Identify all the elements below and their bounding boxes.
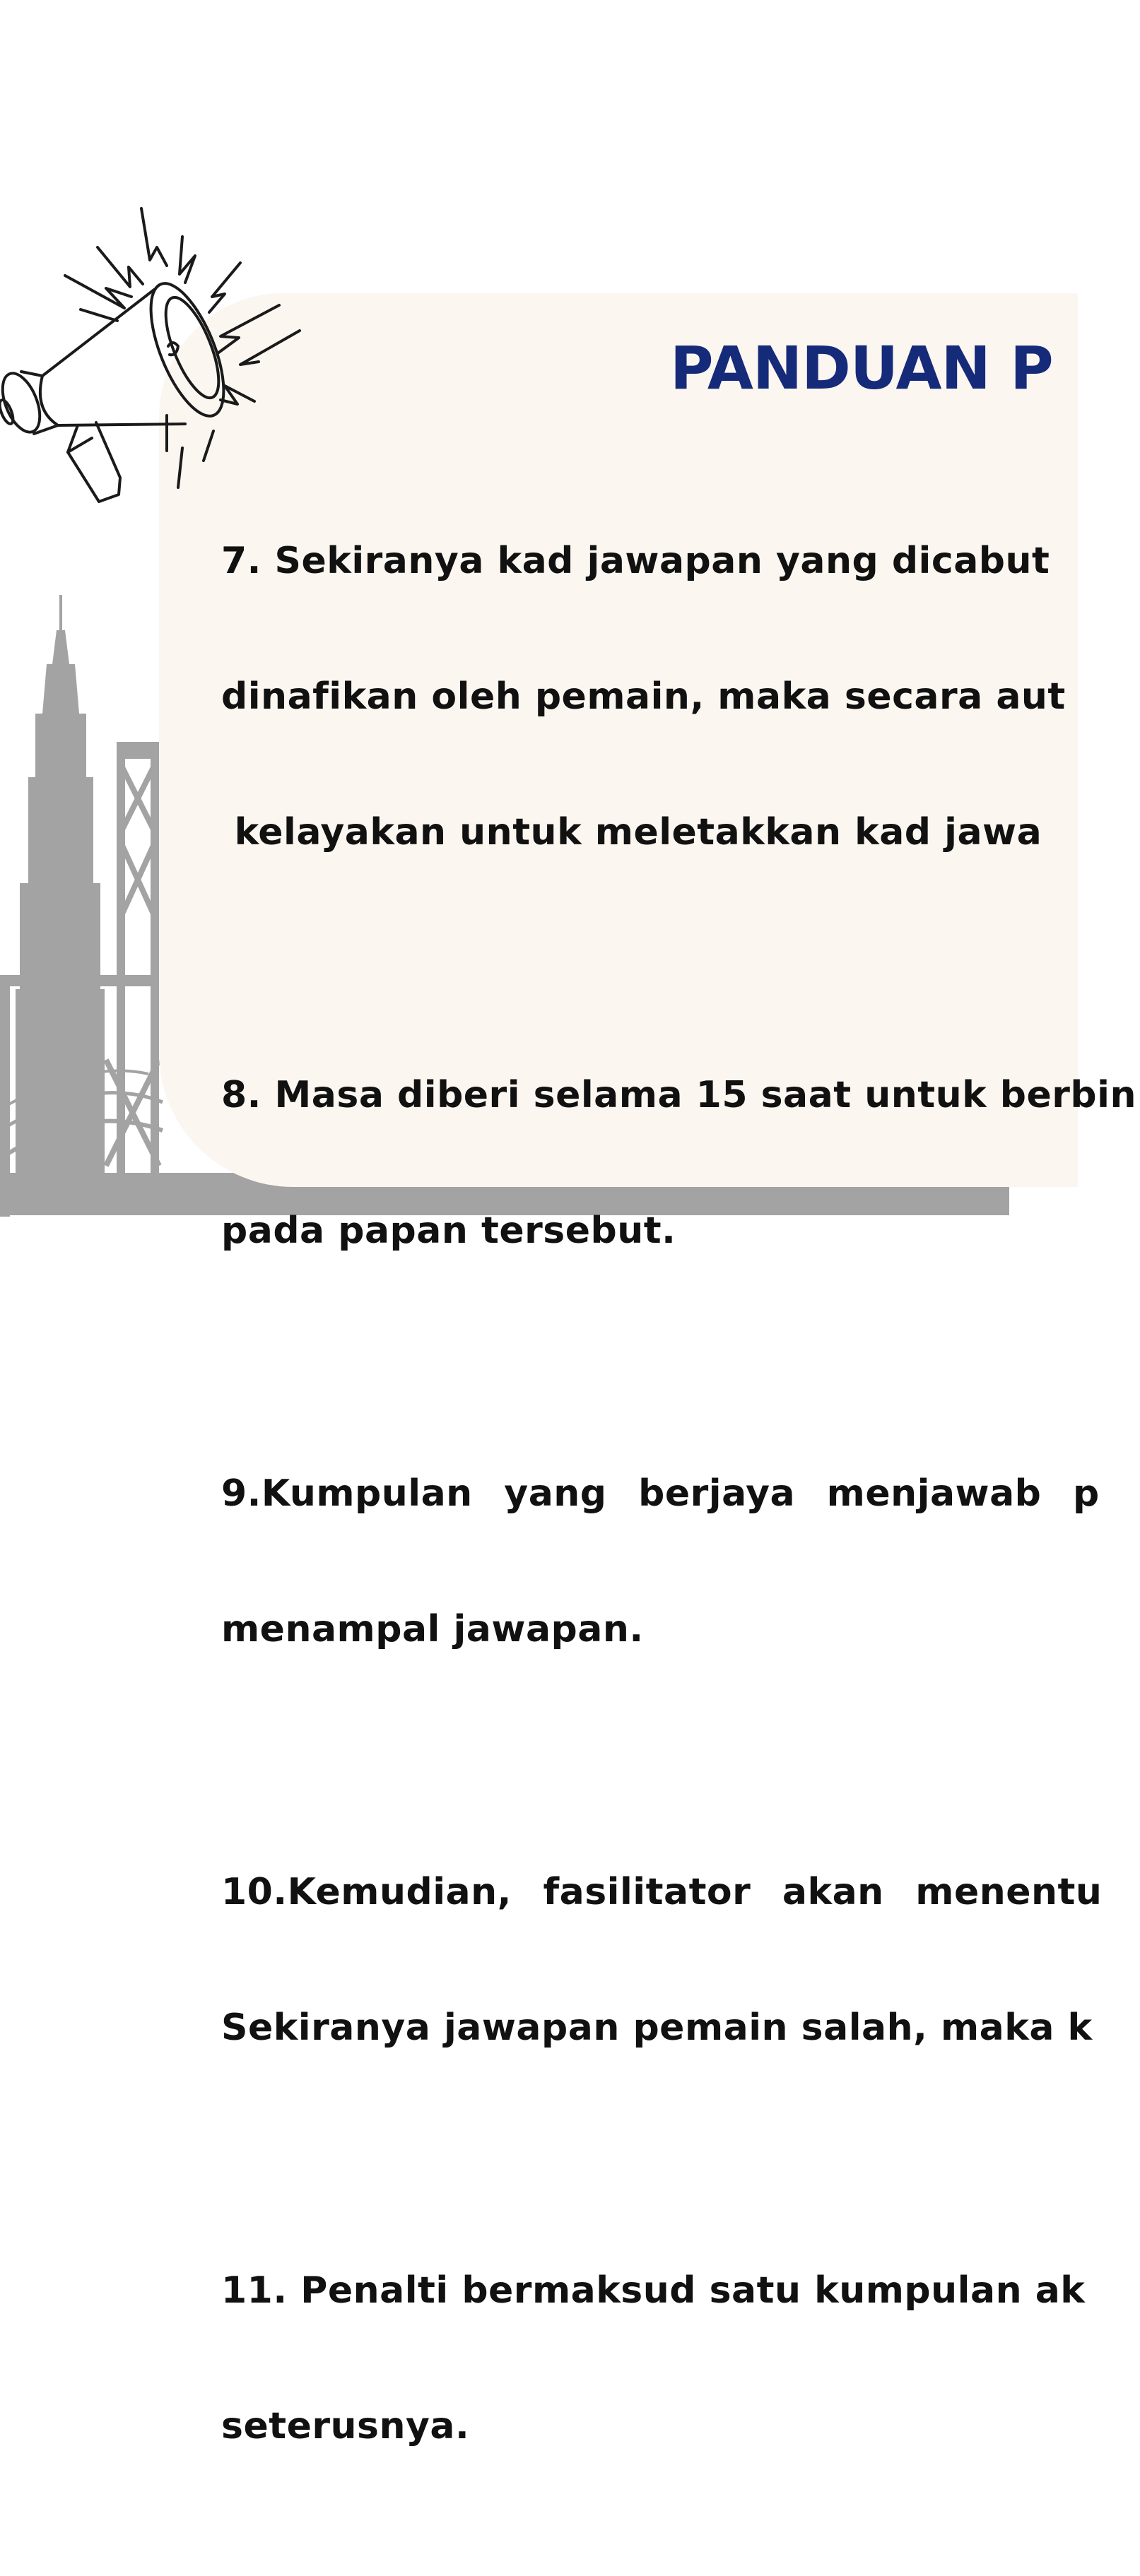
- page-title: PANDUAN P: [670, 333, 1053, 403]
- rule-item-10: [221, 1779, 1140, 2141]
- rule-line: menampal jawapan.: [221, 1608, 644, 1650]
- rule-line: 11. Penalti bermaksud satu kumpulan ak: [221, 2269, 1086, 2312]
- rule-item-8: [221, 982, 1140, 1344]
- rule-line: 9.Kumpulan yang berjaya menjawab p: [221, 1472, 1100, 1515]
- rule-line: 10.Kemudian, fasilitator akan menentu: [221, 1871, 1103, 1913]
- rule-item-9: [221, 1381, 1140, 1742]
- rule-line: dinafikan oleh pemain, maka secara aut: [221, 675, 1066, 718]
- rule-item-7: [221, 448, 1140, 945]
- rule-line: 8. Masa diberi selama 15 saat untuk berbin: [221, 1074, 1136, 1116]
- rule-line: pada papan tersebut.: [221, 1210, 676, 1252]
- rule-line: 7. Sekiranya kad jawapan yang dicabut: [221, 540, 1050, 582]
- rules-list: [221, 448, 1140, 2576]
- rule-item-11: [221, 2178, 1140, 2539]
- rule-line: kelayakan untuk meletakkan kad jawa: [221, 811, 1042, 853]
- rule-line: seterusnya.: [221, 2405, 470, 2447]
- rule-line: Sekiranya jawapan pemain salah, maka k: [221, 2007, 1093, 2049]
